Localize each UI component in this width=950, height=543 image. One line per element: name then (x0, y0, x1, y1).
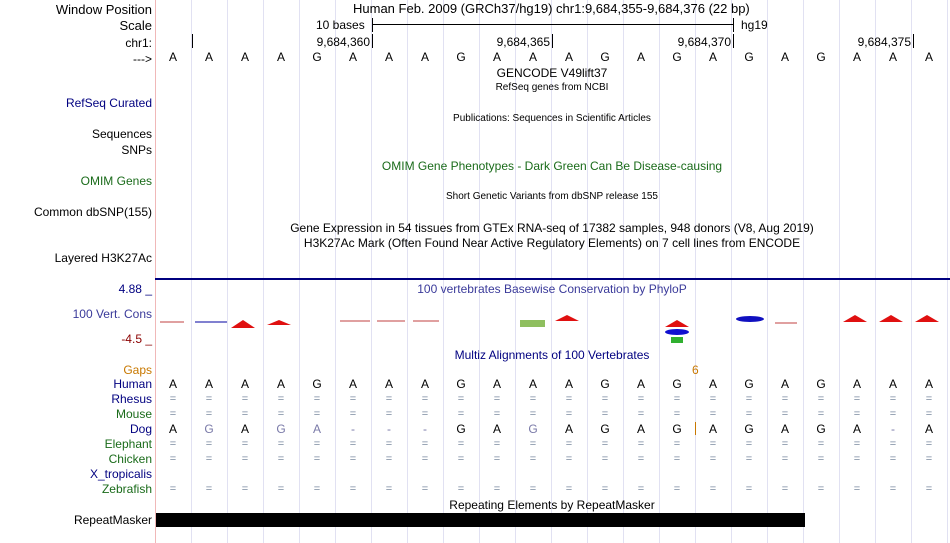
logo-letter-a-3 (555, 315, 579, 321)
grid-line (227, 0, 228, 543)
grid-line (767, 0, 768, 543)
match-symbol: = (385, 483, 393, 495)
h3k27ac-track-title[interactable]: H3K27Ac Mark (Often Found Near Active Regulatory Elements) on 7 cell lines from ENCODE (303, 236, 801, 250)
aligned-base: A (276, 377, 286, 391)
ruler-tick (372, 34, 373, 48)
aligned-base: - (387, 422, 391, 436)
match-symbol: = (277, 438, 285, 450)
species-label[interactable]: Elephant (104, 437, 152, 451)
chrom-label: chr1: (125, 36, 152, 50)
aligned-base: G (276, 422, 286, 436)
scale-bar-right-tick (733, 18, 734, 32)
grid-line (263, 0, 264, 543)
match-symbol: = (385, 393, 393, 405)
match-symbol: = (313, 483, 321, 495)
logo-letter-a-4 (665, 320, 689, 327)
match-symbol: = (745, 408, 753, 420)
grid-line (479, 0, 480, 543)
repeatmasker-label[interactable]: RepeatMasker (73, 513, 152, 527)
match-symbol: = (709, 453, 717, 465)
aligned-base: G (816, 377, 826, 391)
ruler-tick (913, 34, 914, 48)
match-symbol: = (169, 408, 177, 420)
match-symbol: = (565, 393, 573, 405)
match-symbol: = (349, 393, 357, 405)
match-symbol: = (169, 393, 177, 405)
match-symbol: = (313, 408, 321, 420)
aligned-base: A (780, 422, 790, 436)
ruler-tick-label: 9,684,375 (857, 35, 911, 49)
match-symbol: = (349, 483, 357, 495)
match-symbol: = (529, 453, 537, 465)
aligned-base: G (816, 422, 826, 436)
match-symbol: = (241, 408, 249, 420)
base-letter: G (672, 50, 682, 64)
grid-line (731, 0, 732, 543)
gtex-track-title[interactable]: Gene Expression in 54 tissues from GTEx RNA-seq of 17382 samples, 948 donors (V8, Aug 2019) (290, 221, 814, 235)
match-symbol: = (673, 453, 681, 465)
aligned-base: A (492, 422, 502, 436)
match-symbol: = (673, 393, 681, 405)
match-symbol: = (277, 483, 285, 495)
logo-letter-a-6 (879, 315, 903, 322)
match-symbol: = (493, 393, 501, 405)
match-symbol: = (637, 483, 645, 495)
species-label[interactable]: Zebrafish (101, 482, 152, 496)
match-symbol: = (745, 453, 753, 465)
match-symbol: = (889, 408, 897, 420)
match-symbol: = (241, 438, 249, 450)
match-symbol: = (709, 408, 717, 420)
match-symbol: = (925, 408, 933, 420)
match-symbol: = (817, 408, 825, 420)
match-symbol: = (817, 438, 825, 450)
match-symbol: = (889, 483, 897, 495)
match-symbol: = (313, 438, 321, 450)
base-letter: A (780, 50, 790, 64)
match-symbol: = (853, 483, 861, 495)
grid-line (803, 0, 804, 543)
match-symbol: = (349, 408, 357, 420)
match-symbol: = (745, 438, 753, 450)
match-symbol: = (673, 408, 681, 420)
match-symbol: = (601, 393, 609, 405)
aligned-base: A (780, 377, 790, 391)
match-symbol: = (745, 483, 753, 495)
match-symbol: = (637, 453, 645, 465)
base-letter: A (240, 50, 250, 64)
aligned-base: G (204, 422, 214, 436)
aligned-base: G (528, 422, 538, 436)
match-symbol: = (781, 393, 789, 405)
aligned-base: A (924, 377, 934, 391)
match-symbol: = (385, 453, 393, 465)
match-symbol: = (853, 408, 861, 420)
species-label[interactable]: Chicken (108, 452, 152, 466)
logo-bar-1 (160, 321, 184, 323)
match-symbol: = (529, 408, 537, 420)
match-symbol: = (169, 453, 177, 465)
aligned-base: G (456, 377, 466, 391)
aligned-base: A (636, 422, 646, 436)
match-symbol: = (565, 438, 573, 450)
logo-bar-6 (520, 320, 545, 327)
match-symbol: = (781, 483, 789, 495)
gencode-track-title[interactable]: GENCODE V49lift37 (496, 66, 608, 80)
match-symbol: = (205, 438, 213, 450)
phylop-max-label: 4.88 _ (118, 282, 152, 296)
vert-cons-label[interactable]: 100 Vert. Cons (72, 307, 152, 321)
match-symbol: = (277, 453, 285, 465)
gaps-label[interactable]: Gaps (123, 363, 152, 377)
match-symbol: = (349, 453, 357, 465)
aligned-base: A (240, 377, 250, 391)
match-symbol: = (205, 408, 213, 420)
aligned-base: A (492, 377, 502, 391)
grid-line (371, 0, 372, 543)
base-letter: A (420, 50, 430, 64)
base-letter: A (564, 50, 574, 64)
assembly-label: hg19 (741, 18, 768, 32)
match-symbol: = (925, 393, 933, 405)
match-symbol: = (601, 483, 609, 495)
match-symbol: = (313, 453, 321, 465)
match-symbol: = (421, 408, 429, 420)
match-symbol: = (709, 483, 717, 495)
position-text[interactable]: Human Feb. 2009 (GRCh37/hg19) chr1:9,684,355-9,684,376 (22 bp) (353, 1, 750, 16)
match-symbol: = (601, 408, 609, 420)
ruler-tick-label: 9,684,365 (496, 35, 550, 49)
match-symbol: = (889, 453, 897, 465)
logo-letter-t (671, 337, 683, 343)
match-symbol: = (781, 453, 789, 465)
grid-line (947, 0, 948, 543)
aligned-base: A (348, 377, 358, 391)
species-label[interactable]: Rhesus (111, 392, 152, 406)
base-letter: G (744, 50, 754, 64)
match-symbol: = (205, 453, 213, 465)
aligned-base: - (891, 422, 895, 436)
aligned-base: A (852, 377, 862, 391)
omim-genes-label[interactable]: OMIM Genes (80, 174, 152, 188)
base-letter: A (348, 50, 358, 64)
match-symbol: = (349, 438, 357, 450)
aligned-base: A (204, 377, 214, 391)
grid-line (443, 0, 444, 543)
logo-letter-a-5 (843, 315, 867, 322)
common-dbsnp-label[interactable]: Common dbSNP(155) (33, 205, 152, 219)
aligned-base: G (600, 377, 610, 391)
match-symbol: = (493, 408, 501, 420)
base-letter: A (492, 50, 502, 64)
base-letter: G (312, 50, 322, 64)
repeatmasker-bar[interactable] (156, 513, 805, 527)
phylop-track-title[interactable]: 100 vertebrates Basewise Conservation by PhyloP (417, 282, 687, 296)
match-symbol: = (853, 438, 861, 450)
logo-letter-a-7 (915, 315, 939, 322)
logo-letter-g (665, 329, 689, 335)
match-symbol: = (493, 483, 501, 495)
aligned-base: A (708, 422, 718, 436)
base-letter: A (528, 50, 538, 64)
grid-line (911, 0, 912, 543)
base-letter: A (888, 50, 898, 64)
publications-track-title[interactable]: Publications: Sequences in Scientific Articles (453, 113, 651, 124)
match-symbol: = (565, 483, 573, 495)
grid-line (839, 0, 840, 543)
aligned-base: - (351, 422, 355, 436)
aligned-base: A (636, 377, 646, 391)
match-symbol: = (205, 483, 213, 495)
species-label[interactable]: Human (113, 377, 152, 391)
match-symbol: = (493, 438, 501, 450)
match-symbol: = (781, 438, 789, 450)
phylop-logo (155, 310, 950, 346)
gap-count: 6 (692, 363, 699, 377)
match-symbol: = (709, 438, 717, 450)
aligned-base: G (744, 422, 754, 436)
aligned-base: G (312, 377, 322, 391)
match-symbol: = (277, 408, 285, 420)
match-symbol: = (601, 438, 609, 450)
aligned-base: G (672, 377, 682, 391)
scale-label: Scale (119, 18, 152, 33)
base-letter: A (276, 50, 286, 64)
aligned-base: G (456, 422, 466, 436)
match-symbol: = (421, 483, 429, 495)
match-symbol: = (565, 453, 573, 465)
repeatmasker-track-title[interactable]: Repeating Elements by RepeatMasker (449, 498, 655, 512)
sequences-label[interactable]: Sequences (91, 127, 152, 141)
logo-letter-g-2 (736, 316, 764, 322)
match-symbol: = (673, 438, 681, 450)
match-symbol: = (529, 483, 537, 495)
match-symbol: = (205, 393, 213, 405)
match-symbol: = (385, 438, 393, 450)
logo-bar-3 (340, 320, 370, 322)
match-symbol: = (637, 438, 645, 450)
match-symbol: = (421, 453, 429, 465)
aligned-base: A (708, 377, 718, 391)
match-symbol: = (421, 438, 429, 450)
ruler-tick (733, 34, 734, 48)
multiz-track-title[interactable]: Multiz Alignments of 100 Vertebrates (454, 348, 650, 362)
aligned-base: G (600, 422, 610, 436)
match-symbol: = (457, 393, 465, 405)
layered-h3k27ac-label[interactable]: Layered H3K27Ac (54, 251, 152, 265)
strand-label: ---> (133, 52, 152, 66)
aligned-base: G (744, 377, 754, 391)
aligned-base: A (852, 422, 862, 436)
base-letter: G (816, 50, 826, 64)
match-symbol: = (925, 483, 933, 495)
aligned-base: G (672, 422, 682, 436)
label-divider (155, 0, 156, 543)
match-symbol: = (565, 408, 573, 420)
match-symbol: = (925, 438, 933, 450)
ruler-tick-label: 9,684,370 (677, 35, 731, 49)
match-symbol: = (529, 438, 537, 450)
scale-text: 10 bases (316, 18, 365, 32)
omim-track-title[interactable]: OMIM Gene Phenotypes - Dark Green Can Be Disease-causing (381, 159, 723, 173)
aligned-base: A (384, 377, 394, 391)
match-symbol: = (709, 393, 717, 405)
track-divider (155, 278, 950, 280)
match-symbol: = (457, 453, 465, 465)
base-letter: G (600, 50, 610, 64)
grid-line (191, 0, 192, 543)
match-symbol: = (457, 483, 465, 495)
dbsnp-track-title[interactable]: Short Genetic Variants from dbSNP release 155 (446, 191, 658, 202)
grid-line (623, 0, 624, 543)
match-symbol: = (853, 393, 861, 405)
match-symbol: = (817, 393, 825, 405)
match-symbol: = (241, 453, 249, 465)
grid-line (659, 0, 660, 543)
match-symbol: = (493, 453, 501, 465)
match-symbol: = (529, 393, 537, 405)
match-symbol: = (241, 483, 249, 495)
aligned-base: A (564, 377, 574, 391)
aligned-base: A (168, 377, 178, 391)
aligned-base: A (420, 377, 430, 391)
match-symbol: = (637, 393, 645, 405)
match-symbol: = (169, 438, 177, 450)
aligned-base: A (312, 422, 322, 436)
aligned-base: A (924, 422, 934, 436)
refseq-track-title[interactable]: RefSeq genes from NCBI (495, 82, 609, 93)
aligned-base: A (528, 377, 538, 391)
match-symbol: = (817, 483, 825, 495)
aligned-base: - (423, 422, 427, 436)
gap-marker (695, 422, 696, 435)
match-symbol: = (169, 483, 177, 495)
logo-bar-5 (413, 320, 439, 322)
match-symbol: = (277, 393, 285, 405)
grid-line (875, 0, 876, 543)
window-position-label: Window Position (55, 2, 152, 17)
logo-bar-7 (775, 322, 797, 324)
match-symbol: = (673, 483, 681, 495)
match-symbol: = (745, 393, 753, 405)
match-symbol: = (457, 408, 465, 420)
match-symbol: = (853, 453, 861, 465)
base-letter: A (852, 50, 862, 64)
logo-bar-4 (377, 320, 405, 322)
ruler-start-tick (192, 34, 193, 48)
ruler-tick (552, 34, 553, 48)
scale-bar (372, 24, 733, 25)
base-letter: A (168, 50, 178, 64)
match-symbol: = (925, 453, 933, 465)
base-letter: A (924, 50, 934, 64)
match-symbol: = (313, 393, 321, 405)
grid-line (695, 0, 696, 543)
match-symbol: = (457, 438, 465, 450)
match-symbol: = (817, 453, 825, 465)
aligned-base: A (564, 422, 574, 436)
grid-line (407, 0, 408, 543)
aligned-base: A (888, 377, 898, 391)
match-symbol: = (889, 393, 897, 405)
match-symbol: = (601, 453, 609, 465)
logo-letter-a-2 (267, 320, 291, 325)
base-letter: A (636, 50, 646, 64)
snps-label[interactable]: SNPs (121, 143, 152, 157)
base-letter: A (204, 50, 214, 64)
aligned-base: A (240, 422, 250, 436)
match-symbol: = (889, 438, 897, 450)
base-letter: G (456, 50, 466, 64)
match-symbol: = (781, 408, 789, 420)
phylop-min-label: -4.5 _ (121, 332, 152, 346)
grid-line (335, 0, 336, 543)
match-symbol: = (241, 393, 249, 405)
scale-bar-left-tick (372, 18, 373, 32)
base-letter: A (708, 50, 718, 64)
species-label[interactable]: X_tropicalis (89, 467, 152, 481)
match-symbol: = (421, 393, 429, 405)
species-label[interactable]: Mouse (115, 407, 152, 421)
species-label[interactable]: Dog (129, 422, 152, 436)
base-letter: A (384, 50, 394, 64)
grid-line (299, 0, 300, 543)
aligned-base: A (168, 422, 178, 436)
match-symbol: = (385, 408, 393, 420)
ruler-tick-label: 9,684,360 (316, 35, 370, 49)
match-symbol: = (637, 408, 645, 420)
logo-bar-2 (195, 321, 227, 323)
logo-letter-a-1 (231, 320, 255, 328)
refseq-curated-label[interactable]: RefSeq Curated (65, 96, 152, 110)
